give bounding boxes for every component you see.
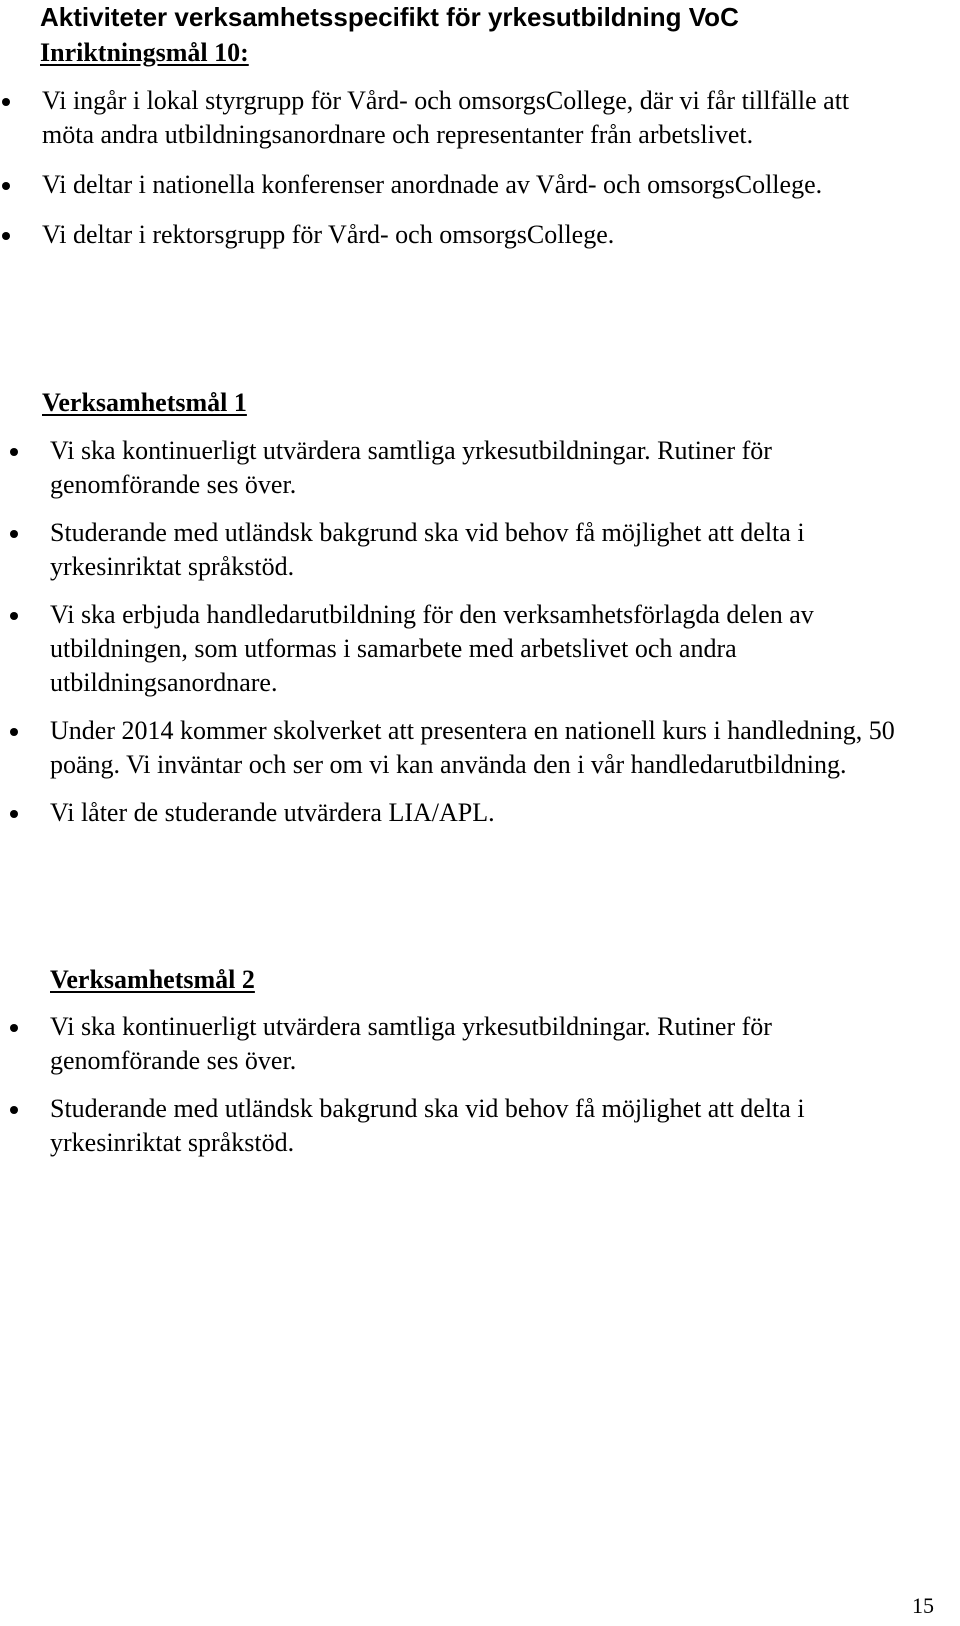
goal-list [2,84,882,268]
list-item-text: Studerande med utländsk bakgrund ska vid behov få möjlighet att delta i yrkesinriktat språkstöd. [50,518,805,581]
bullet-icon [2,182,10,190]
bullet-icon [10,448,18,456]
list-item-text: Under 2014 kommer skolverket att presentera en nationell kurs i handledning, 50 poäng. Vi inväntar och ser om vi kan använda den i vår handledarutbildning. [50,716,895,779]
bullet-icon [10,728,18,736]
document-heading: Aktiviteter verksamhetsspecifikt för yrkesutbildning VoC [40,2,739,32]
list-item-text: Studerande med utländsk bakgrund ska vid behov få möjlighet att delta i yrkesinriktat språkstöd. [50,1094,805,1157]
section-title-verksamhetsmal-1: Verksamhetsmål 1 [42,388,247,417]
list-item-text: Vi låter de studerande utvärdera LIA/APL. [50,798,495,827]
list-item-text: Vi ska erbjuda handledarutbildning för den verksamhetsförlagda delen av utbildningen, som utformas i samarbete med arbetslivet och andra utbildningsanordnare. [50,600,814,697]
list-item-text: Vi ska kontinuerligt utvärdera samtliga yrkesutbildningar. Rutiner för genomförande ses över. [50,1012,772,1075]
bullet-icon [10,1106,18,1114]
list-item [10,1010,920,1078]
list-item-text: Vi deltar i rektorsgrupp för Vård- och omsorgsCollege. [42,220,615,249]
list-item [2,84,882,152]
list-item [10,796,920,830]
list-item [10,434,920,502]
list-item [10,516,920,584]
list-item [10,1092,920,1160]
bullet-icon [2,232,10,240]
list-item [10,714,920,782]
bullet-icon [10,810,18,818]
list-item-text: Vi ingår i lokal styrgrupp för Vård- och omsorgsCollege, där vi får tillfälle att möta andra utbildningsanordnare och representanter från arbetslivet. [42,86,850,149]
goal-subheading: Inriktningsmål 10: [40,38,249,67]
page-number: 15 [912,1593,934,1618]
section-title-verksamhetsmal-2: Verksamhetsmål 2 [50,965,255,994]
list-item [10,598,920,700]
list-item-text: Vi deltar i nationella konferenser anordnade av Vård- och omsorgsCollege. [42,170,823,199]
list-item [2,218,882,252]
section-2-list [10,1010,920,1174]
list-item [2,168,882,202]
bullet-icon [10,530,18,538]
bullet-icon [10,612,18,620]
list-item-text: Vi ska kontinuerligt utvärdera samtliga yrkesutbildningar. Rutiner för genomförande ses över. [50,436,772,499]
bullet-icon [2,98,10,106]
section-1-list [10,434,920,844]
bullet-icon [10,1024,18,1032]
